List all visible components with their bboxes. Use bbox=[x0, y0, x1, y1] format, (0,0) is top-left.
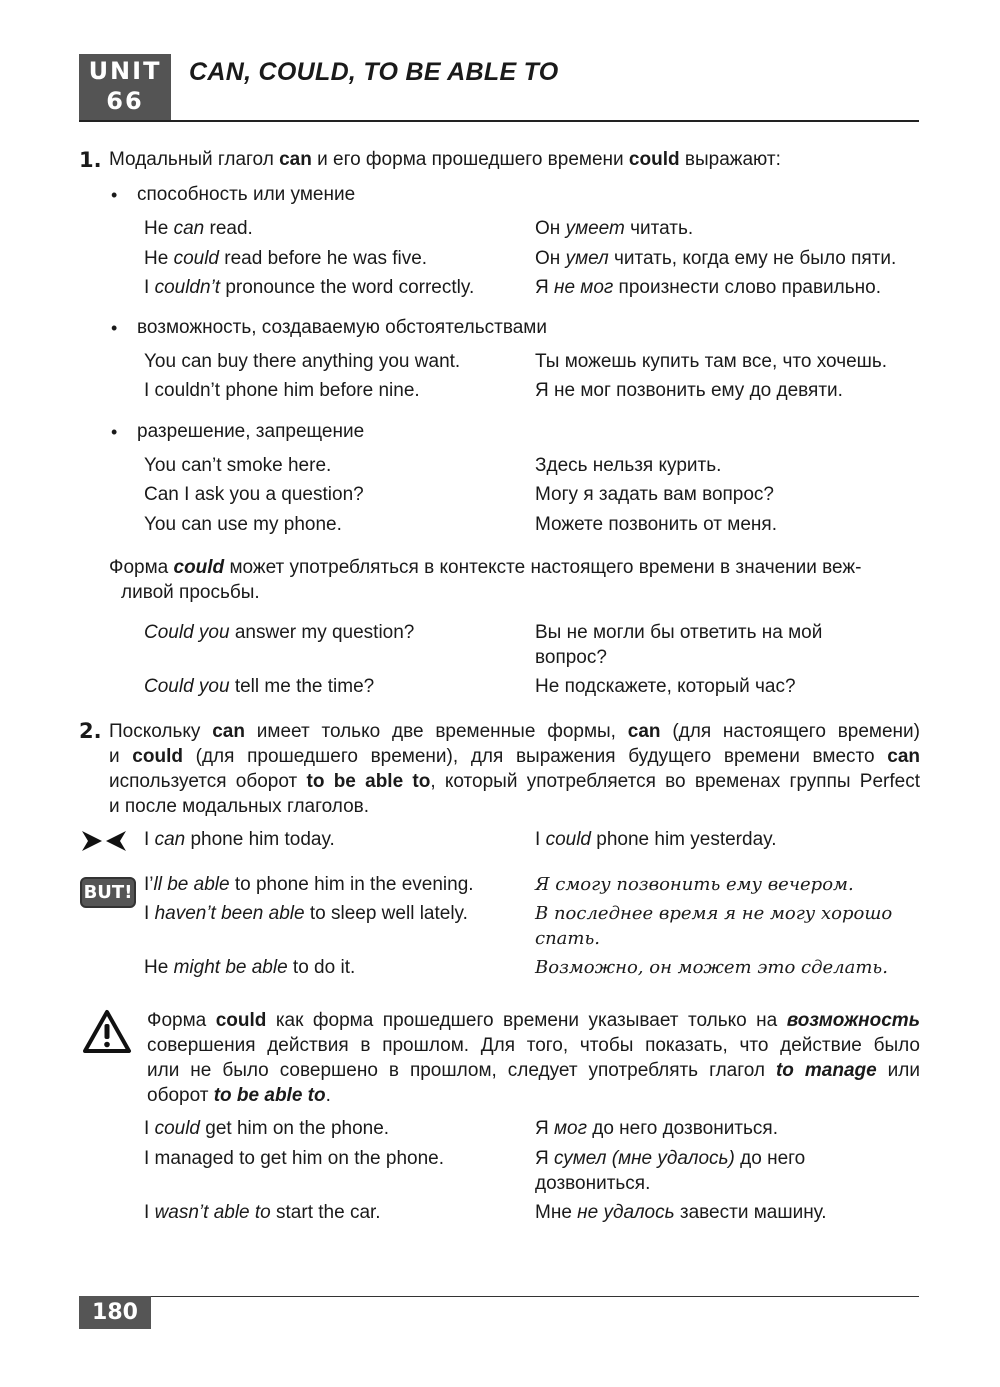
example-en: Can I ask you a question? bbox=[144, 484, 364, 505]
example-en: I could get him on the phone. bbox=[144, 1118, 390, 1139]
example-en: I managed to get him on the phone. bbox=[144, 1148, 444, 1169]
warning-triangle-icon bbox=[82, 1009, 132, 1054]
bullet-marker: • bbox=[111, 318, 118, 338]
example-ru: Он умел читать, когда ему не было пяти. bbox=[535, 248, 897, 269]
unit-word: UNIT bbox=[88, 57, 162, 85]
unit-title: CAN, COULD, TO BE ABLE TO bbox=[189, 58, 559, 86]
footer-divider bbox=[79, 1296, 919, 1297]
example-en: I couldn’t phone him before nine. bbox=[144, 380, 420, 401]
example-ru: Я не мог произнести слово правильно. bbox=[535, 277, 881, 298]
polite-note: Форма could может употребляться в контексте настоящего времени в значении веж- bbox=[109, 557, 862, 578]
example-ru: Я мог до него дозвониться. bbox=[535, 1118, 778, 1139]
text-line: Форма could как форма прошедшего времени указывает только на возможность bbox=[147, 1010, 920, 1031]
text-line: совершения действия в прошлом. Для того, чтобы показать, что действие было bbox=[147, 1035, 920, 1056]
example-en: You can buy there anything you want. bbox=[144, 351, 461, 372]
example-ru: Возможно, он может это сделать. bbox=[535, 957, 888, 978]
example-ru: Вы не могли бы ответить на мой bbox=[535, 622, 823, 643]
example-ru: Не подскажете, который час? bbox=[535, 676, 796, 697]
header-divider bbox=[79, 120, 919, 122]
text: и его форма прошедшего времени bbox=[311, 149, 629, 170]
bullet-heading-ability: способность или умение bbox=[137, 184, 356, 205]
unit-badge bbox=[79, 54, 171, 121]
bullet-marker: • bbox=[111, 422, 118, 442]
example-en: You can’t smoke here. bbox=[144, 455, 332, 476]
text-line: оборот to be able to. bbox=[147, 1085, 331, 1106]
example-en: He could read before he was five. bbox=[144, 248, 428, 269]
example-en: I wasn’t able to start the car. bbox=[144, 1202, 381, 1223]
example-en: I’ll be able to phone him in the evening. bbox=[144, 874, 474, 895]
example-en: Could you answer my question? bbox=[144, 622, 415, 643]
example-en: Could you tell me the time? bbox=[144, 676, 375, 697]
example-ru: вопрос? bbox=[535, 647, 607, 668]
example-en: You can use my phone. bbox=[144, 514, 342, 535]
example-ru: Здесь нельзя курить. bbox=[535, 455, 722, 476]
example-ru: Я сумел (мне удалось) до него bbox=[535, 1148, 806, 1169]
section-2-number: 2. bbox=[79, 719, 102, 743]
bullet-heading-permission: разрешение, запрещение bbox=[137, 421, 365, 442]
text-line: и could (для прошедшего времени), для выражения будущего времени вместо can bbox=[109, 746, 920, 767]
text-line: или не было совершено в прошлом, следует употреблять глагол to manage или bbox=[147, 1060, 920, 1081]
term-can: can bbox=[279, 149, 312, 170]
example-ru: Я не мог позвонить ему до девяти. bbox=[535, 380, 843, 401]
bowtie-compare-icon bbox=[82, 830, 128, 852]
bullet-heading-possibility: возможность, создаваемую обстоятельствами bbox=[137, 317, 547, 338]
unit-number: 66 bbox=[106, 87, 144, 115]
section-2-text bbox=[109, 719, 920, 819]
warning-text bbox=[147, 1008, 920, 1108]
example-ru: Мне не удалось завести машину. bbox=[535, 1202, 827, 1223]
compare-en: I can phone him today. bbox=[144, 829, 335, 850]
text: выражают: bbox=[679, 149, 781, 170]
example-en: He might be able to do it. bbox=[144, 957, 356, 978]
bullet-marker: • bbox=[111, 185, 118, 205]
text-line: Поскольку can имеет только две временные формы, can (для настоящего времени) bbox=[109, 721, 920, 742]
example-ru: Могу я задать вам вопрос? bbox=[535, 484, 775, 505]
text-line: и после модальных глаголов. bbox=[109, 796, 370, 817]
example-ru: Ты можешь купить там все, что хочешь. bbox=[535, 351, 888, 372]
example-ru: В последнее время я не могу хорошо bbox=[535, 903, 893, 924]
text-line: используется оборот to be able to, который употребляется во временах группы Perfect bbox=[109, 771, 920, 792]
example-en: He can read. bbox=[144, 218, 253, 239]
example-ru: дозвониться. bbox=[535, 1173, 651, 1194]
example-en: I haven’t been able to sleep well lately. bbox=[144, 903, 468, 924]
example-ru: Можете позвонить от меня. bbox=[535, 514, 777, 535]
section-1-intro bbox=[109, 148, 781, 172]
section-1-number: 1. bbox=[79, 148, 102, 172]
example-ru: спать. bbox=[535, 928, 600, 949]
example-ru: Он умеет читать. bbox=[535, 218, 694, 239]
term-could: could bbox=[628, 149, 680, 170]
text: Модальный глагол bbox=[109, 149, 280, 170]
polite-note-cont: ливой просьбы. bbox=[121, 582, 260, 603]
example-en: I couldn’t pronounce the word correctly. bbox=[144, 277, 475, 298]
example-ru: Я смогу позвонить ему вечером. bbox=[535, 874, 854, 895]
page-number: 180 bbox=[79, 1296, 151, 1329]
but-badge: BUT! bbox=[80, 877, 136, 908]
compare-en-past: I could phone him yesterday. bbox=[535, 829, 777, 850]
